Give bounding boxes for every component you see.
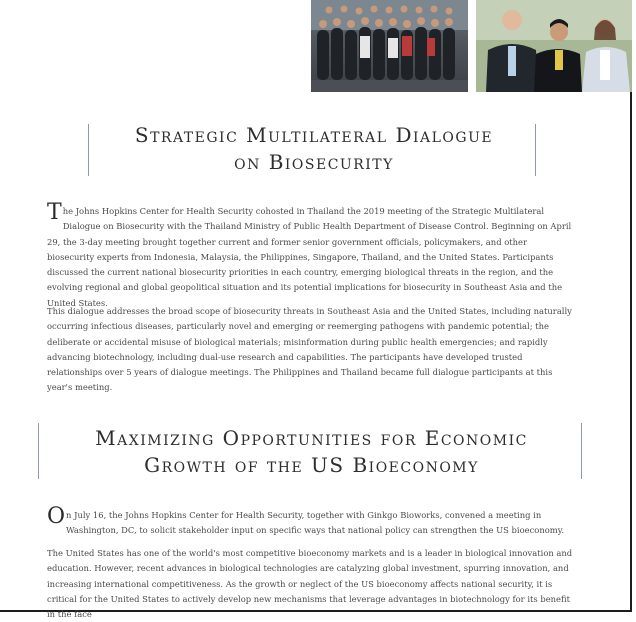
section-2-title — [40, 425, 583, 479]
section-1-paragraph-1-text: he Johns Hopkins Center for Health Security cohosted in Thailand the 2019 meeting of the Strategic Multilateral Dialogue on Biosecurity with the Thailand Ministry of Public Health Department of Disease Control. Beginning on April 29, the 3-day meeting brought together current and former senior government officials, policymakers, and other biosecurity experts from Indonesia, Malaysia, the Philippines, Singapore, Thailand, and the United States. Participants discussed the current national biosecurity priorities in each country, emerging biological threats in the region, and the evolving regional and global geopolitical situation and its potential implications for biosecurity in Southeast Asia and the United States. — [47, 206, 572, 308]
group-photo — [311, 0, 468, 92]
heading-1-left-rule — [88, 124, 89, 176]
section-1-dropcap: T — [47, 200, 62, 225]
section-1-paragraph-1 — [47, 200, 575, 311]
section-1-title-line-1: Strategic Multilateral Dialogue — [134, 123, 494, 147]
group-photo-illustration — [311, 0, 468, 92]
heading-2-left-rule — [38, 423, 39, 479]
section-2-title-line-2: Growth of the US Bioeconomy — [144, 453, 479, 477]
section-2-title-line-1: Maximizing Opportunities for Economic — [95, 426, 528, 450]
trio-photo — [476, 0, 632, 92]
section-1-title-line-2: on Biosecurity — [234, 150, 394, 174]
section-2-dropcap: O — [47, 504, 66, 529]
section-1-title — [90, 122, 538, 176]
section-2-paragraph-1 — [47, 504, 575, 539]
section-2-paragraph-2: The United States has one of the world's most competitive bioeconomy markets and is a leader in biological innovation and education. However, recent advances in biological technologies are catalyzing global investment, spurring innovation, and increasing international competitiveness. As the growth or neglect of the US bioeconomy affects national security, it is critical for the United States to actively develop new mechanisms that leverage advantages in biotechnology for its benefit in the face — [47, 548, 573, 620]
section-1-paragraph-2: This dialogue addresses the broad scope of biosecurity threats in Southeast Asia and the United States, including naturally occurring infectious diseases, particularly novel and emerging or reemerging pathogens with pandemic potential; the deliberate or accidental misuse of biological materials; misinformation during public health emergencies; and rapidly advancing biotechnology, including dual-use research and capabilities. The participants have developed trusted relationships over 5 years of dialogue meetings. The Philippines and Thailand became full dialogue participants at this year's meeting. — [47, 306, 572, 393]
section-2-paragraph-1-text: n July 16, the Johns Hopkins Center for Health Security, together with Ginkgo Bioworks, convened a meeting in Washington, DC, to solicit stakeholder input on specific ways that national policy can strengthen the US bioeconomy. — [66, 510, 564, 536]
trio-photo-illustration — [476, 0, 632, 92]
